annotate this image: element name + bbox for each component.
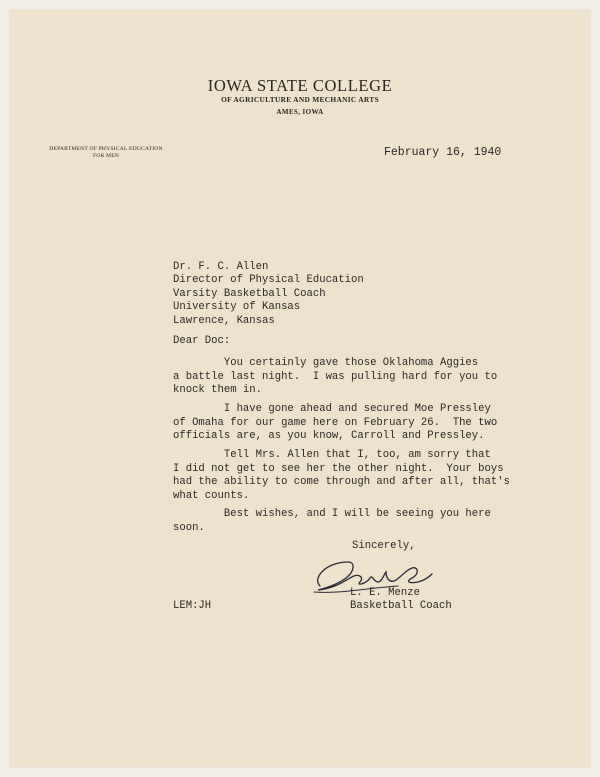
recipient-line: Director of Physical Education — [173, 274, 364, 287]
paragraph-line: officials are, as you know, Carroll and Pressley. — [173, 430, 485, 443]
recipient-line: Varsity Basketball Coach — [173, 287, 326, 300]
reference-initials: LEM:JH — [173, 600, 212, 612]
department-name — [42, 146, 170, 160]
paragraph-line: I have gone ahead and secured Moe Pressley — [173, 403, 491, 415]
letterhead-city: AMES, IOWA — [276, 108, 324, 116]
letterhead-college: IOWA STATE COLLEGE — [207, 76, 393, 95]
paragraph-line: what counts. — [173, 489, 250, 502]
signer-name: L. E. Menze — [350, 587, 420, 599]
paragraph-line: a battle last night. I was pulling hard for you to — [173, 370, 498, 383]
signer-block — [350, 587, 452, 614]
department-line-1: DEPARTMENT OF PHYSICAL EDUCATION — [49, 146, 163, 152]
paragraph-2 — [173, 403, 497, 444]
letter-date: February 16, 1940 — [384, 146, 502, 159]
recipient-address — [173, 261, 364, 328]
letterhead-subtitle: OF AGRICULTURE AND MECHANIC ARTS — [221, 95, 379, 104]
paragraph-4 — [173, 508, 491, 535]
paragraph-line: knock them in. — [173, 384, 263, 397]
recipient-line: Lawrence, Kansas — [173, 314, 275, 327]
paragraph-line: had the ability to come through and after all, that's — [173, 476, 510, 489]
paragraph-line: Best wishes, and I will be seeing you here — [173, 508, 491, 520]
paragraph-line: Tell Mrs. Allen that I, too, am sorry that — [173, 449, 491, 461]
paragraph-line: You certainly gave those Oklahoma Aggies — [173, 357, 479, 369]
closing: Sincerely, — [352, 540, 416, 552]
paragraph-line: I did not get to see her the other night. Your boys — [173, 462, 504, 475]
signer-title: Basketball Coach — [350, 600, 452, 613]
paragraph-1 — [173, 357, 497, 398]
salutation: Dear Doc: — [173, 335, 231, 347]
paragraph-line: soon. — [173, 521, 205, 534]
recipient-line: Dr. F. C. Allen — [173, 261, 269, 273]
recipient-line: University of Kansas — [173, 301, 301, 314]
department-line-2: FOR MEN — [92, 153, 120, 159]
paragraph-line: of Omaha for our game here on February 26. The two — [173, 416, 498, 429]
paragraph-3 — [173, 449, 510, 503]
